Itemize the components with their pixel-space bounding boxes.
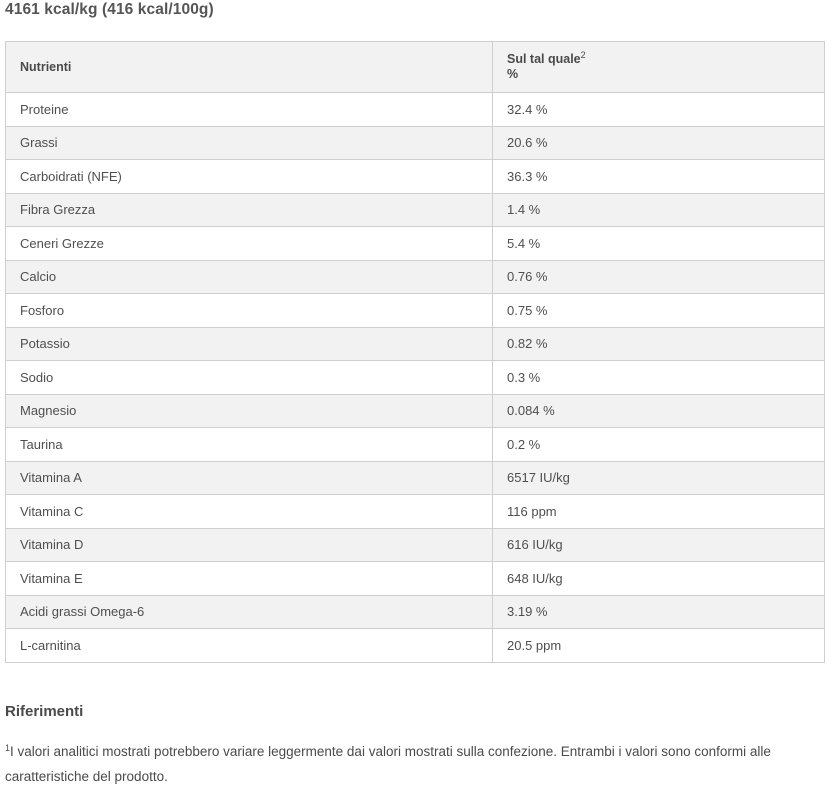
references-note-marker: 1 bbox=[5, 743, 11, 753]
nutrient-value: 116 ppm bbox=[493, 495, 825, 529]
table-row bbox=[6, 461, 825, 495]
nutrient-name: Magnesio bbox=[6, 394, 493, 428]
nutrient-name: L-carnitina bbox=[6, 629, 493, 663]
table-row bbox=[6, 394, 825, 428]
nutrient-value: 0.3 % bbox=[493, 361, 825, 395]
table-row bbox=[6, 495, 825, 529]
nutrient-name: Proteine bbox=[6, 93, 493, 127]
references-note-text: I valori analitici mostrati potrebbero variare leggermente dai valori mostrati sulla confezione. Entrambi i valori sono conformi alle caratteristiche del prodotto. bbox=[5, 744, 771, 784]
nutrient-value: 20.6 % bbox=[493, 126, 825, 160]
header-value-label: Sul tal quale bbox=[507, 52, 581, 66]
table-row bbox=[6, 227, 825, 261]
table-header-row bbox=[6, 42, 825, 93]
table-row bbox=[6, 428, 825, 462]
nutrient-name: Taurina bbox=[6, 428, 493, 462]
table-row bbox=[6, 629, 825, 663]
nutrient-value: 0.82 % bbox=[493, 327, 825, 361]
nutrient-name: Calcio bbox=[6, 260, 493, 294]
table-row bbox=[6, 562, 825, 596]
nutrient-name: Vitamina C bbox=[6, 495, 493, 529]
header-value bbox=[493, 42, 825, 93]
header-nutrient: Nutrienti bbox=[6, 42, 493, 93]
nutrient-name: Fibra Grezza bbox=[6, 193, 493, 227]
nutrient-name: Vitamina D bbox=[6, 528, 493, 562]
references-title: Riferimenti bbox=[5, 703, 84, 720]
table-row bbox=[6, 193, 825, 227]
nutrient-name: Ceneri Grezze bbox=[6, 227, 493, 261]
nutrient-value: 32.4 % bbox=[493, 93, 825, 127]
nutrient-name: Sodio bbox=[6, 361, 493, 395]
nutrient-value: 0.084 % bbox=[493, 394, 825, 428]
nutrient-value: 616 IU/kg bbox=[493, 528, 825, 562]
table-row bbox=[6, 93, 825, 127]
nutrient-value: 0.2 % bbox=[493, 428, 825, 462]
table-row bbox=[6, 160, 825, 194]
nutrient-value: 36.3 % bbox=[493, 160, 825, 194]
nutrient-value: 648 IU/kg bbox=[493, 562, 825, 596]
nutrient-name: Fosforo bbox=[6, 294, 493, 328]
nutrient-name: Vitamina E bbox=[6, 562, 493, 596]
table-row bbox=[6, 361, 825, 395]
energy-value: 4161 kcal/kg (416 kcal/100g) bbox=[5, 1, 214, 18]
nutrient-name: Potassio bbox=[6, 327, 493, 361]
nutrient-value: 20.5 ppm bbox=[493, 629, 825, 663]
table-row bbox=[6, 294, 825, 328]
references-note bbox=[5, 739, 825, 789]
table-row bbox=[6, 595, 825, 629]
table-row bbox=[6, 260, 825, 294]
nutrient-name: Grassi bbox=[6, 126, 493, 160]
table-row bbox=[6, 528, 825, 562]
nutrient-table bbox=[5, 41, 825, 663]
nutrient-value: 6517 IU/kg bbox=[493, 461, 825, 495]
header-value-unit: % bbox=[507, 67, 519, 81]
nutrient-value: 0.76 % bbox=[493, 260, 825, 294]
nutrient-name: Acidi grassi Omega-6 bbox=[6, 595, 493, 629]
nutrient-value: 3.19 % bbox=[493, 595, 825, 629]
nutrient-value: 1.4 % bbox=[493, 193, 825, 227]
nutrient-name: Carboidrati (NFE) bbox=[6, 160, 493, 194]
header-value-footnote: 2 bbox=[580, 50, 586, 60]
nutrient-value: 5.4 % bbox=[493, 227, 825, 261]
table-row bbox=[6, 327, 825, 361]
nutrient-value: 0.75 % bbox=[493, 294, 825, 328]
table-row bbox=[6, 126, 825, 160]
nutrient-name: Vitamina A bbox=[6, 461, 493, 495]
